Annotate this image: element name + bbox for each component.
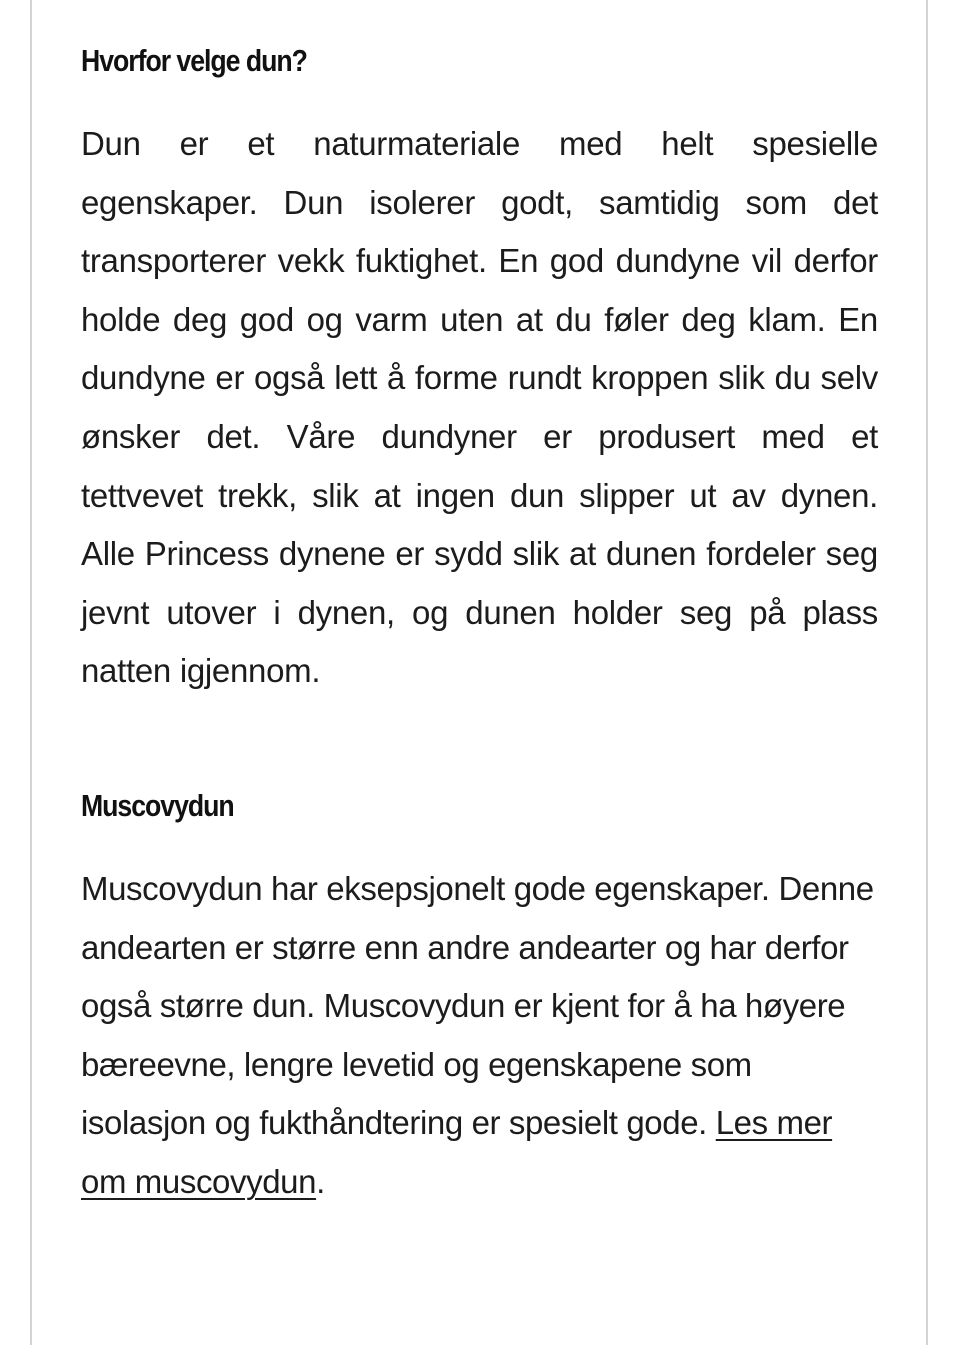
section-why-down — [81, 38, 878, 701]
muscovy-paragraph-text: Muscovydun har eksepsjonelt gode egenskaper. Denne andearten er større enn andre andearter og har derfor også større dun. Muscovydun er kjent for å ha høyere bæreevne, lengre levetid og egenskapene som isolasjon og fukthåndtering er spesielt gode. — [81, 869, 874, 1142]
section-paragraph-why-down: Dun er et naturmateriale med helt spesielle egenskaper. Dun isolerer godt, samtidig som det transporterer vekk fuktighet. En god dundyne vil derfor holde deg god og varm uten at du føler deg klam. En dundyne er også lett å forme rundt kroppen slik du selv ønsker det. Våre dundyner er produsert med et tettvevet trekk, slik at ingen dun slipper ut av dynen. Alle Princess dynene er sydd slik at dunen fordeler seg jevnt utover i dynen, og dunen holder seg på plass natten igjennom. — [81, 125, 878, 690]
article-content — [81, 38, 878, 1212]
section-muscovy — [81, 783, 878, 1212]
section-heading-muscovy: Muscovydun — [81, 787, 234, 823]
read-more-muscovy-link[interactable]: Les mer om muscovydun — [81, 1104, 833, 1200]
section-heading-why-down: Hvorfor velge dun? — [81, 43, 307, 78]
section-paragraph-muscovy — [81, 860, 878, 1212]
link-trailing-period: . — [316, 1162, 325, 1200]
